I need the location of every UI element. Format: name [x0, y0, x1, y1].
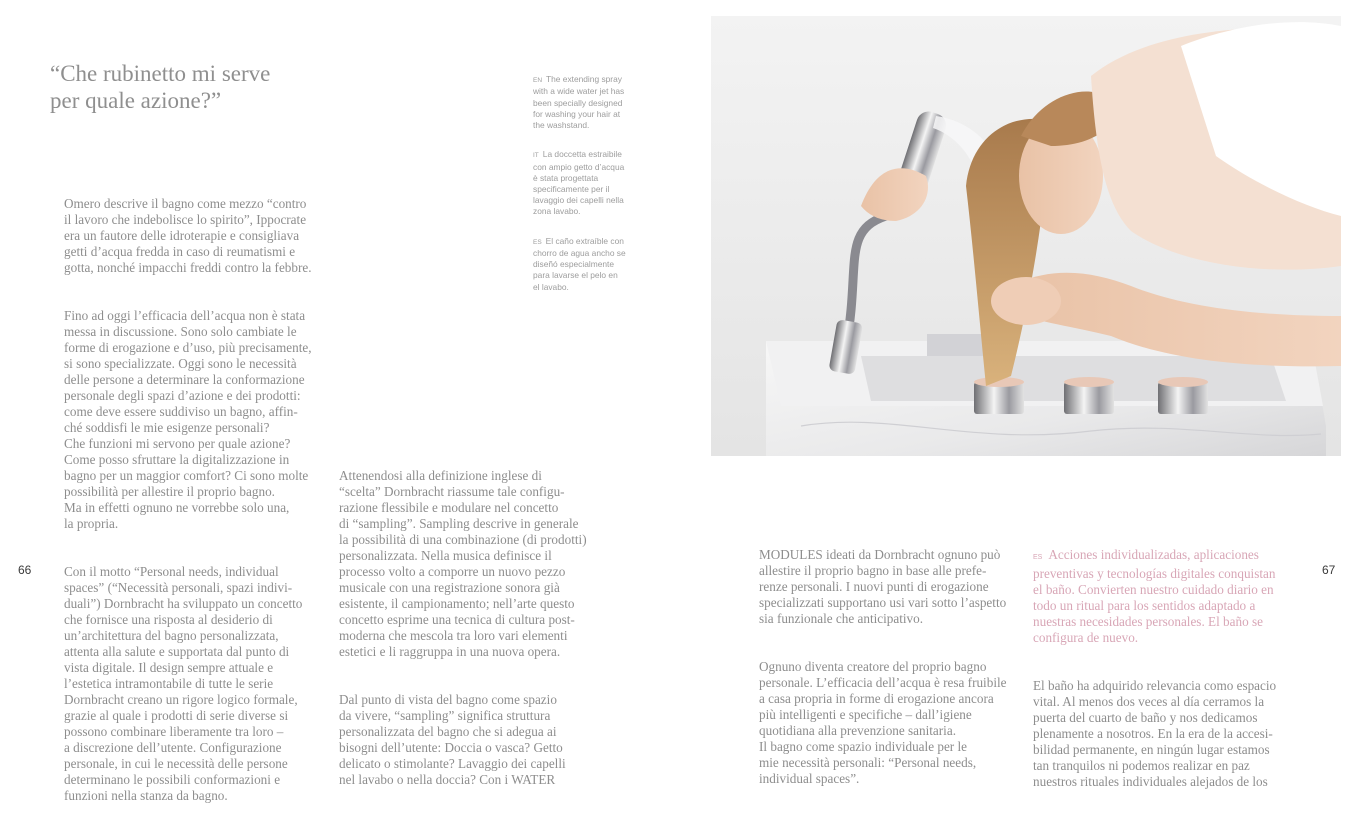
- spanish-intro-text: Acciones individualizadas, aplicaciones preventivas y tecnologías digitales conquistan el baño. Convierten nuestro cuidado diario en todo un ritual para los sentidos adaptado a nuestras necesidades personales. El baño se configura de nuevo.: [1033, 547, 1276, 645]
- bathroom-photo: [711, 16, 1341, 456]
- paragraph: Omero descrive il bagno come mezzo “contro il lavoro che indebolisce lo spirito”, Ippocrate era un fautore delle idroterapie e consigliava getti d’acqua fredda in caso di reumatismi e gotta, nonché impacchi freddi contro la febbre.: [64, 196, 312, 275]
- paragraph: Ognuno diventa creatore del proprio bagno personale. L’efficacia dell’acqua è resa fruibile a casa propria in forme di erogazione ancora più intelligenti e specifiche – dall’igiene quotidiana alla prevenzione sanitaria. Il bagno come spazio individuale per le mie necessità personali: “Personal needs, individual spaces”.: [759, 659, 1007, 786]
- caption-en: [533, 74, 643, 131]
- caption-text-it: La doccetta estraibile con ampio getto d’acqua è stata progettata specificamente per il lavaggio dei capelli nella zona lavabo.: [533, 149, 625, 217]
- caption-text-en: The extending spray with a wide water jet has been specially designed for washing your hair at the washstand.: [533, 74, 625, 131]
- tap-knob: [974, 377, 1024, 414]
- left-column-2: [339, 452, 614, 820]
- paragraph: El baño ha adquirido relevancia como espacio vital. Al menos dos veces al día cerramos la puerta del cuarto de baño y nos dedicamos plenamente a nosotros. En la era de la accesi- bilidad permanente, en ningún lugar estamos tan tranquilos ni podemos realizar en paz nuestros rituales individuales alejados de los: [1033, 678, 1277, 789]
- paragraph: Dal punto di vista del bagno come spazio da vivere, “sampling” significa struttura personalizzata del bagno che si adegua ai bisogni dell’utente: Doccia o vasca? Getto delicato o stimolante? Lavaggio dei capelli nel lavabo o nella doccia? Con i WATER: [339, 692, 566, 787]
- caption-es: [533, 236, 643, 293]
- paragraph: Attenendosi alla definizione inglese di “scelta” Dornbracht riassume tale configu- razione flessibile e modulare nel concetto di “sampling”. Sampling descrive in generale la possibilità di una combinazione (di prodotti) personalizzata. Nella musica definisce il processo volto a comporre un nuovo pezzo musicale con una registrazione sonora già esistente, il campionamento; nell’arte questo concetto esprime una tecnica di cultura post- moderna che mescola tra loro vari elementi estetici e li raggruppa in una nuova opera.: [339, 468, 587, 659]
- page-number-left: 66: [18, 563, 32, 577]
- caption-it: [533, 149, 643, 217]
- image-caption: [533, 63, 643, 311]
- caption-lang-it: IT: [533, 152, 539, 160]
- page-number-right: 67: [1322, 563, 1336, 577]
- language-tag-es: ES: [1033, 554, 1043, 561]
- caption-lang-es: ES: [533, 238, 542, 246]
- left-column-1: [64, 180, 339, 836]
- right-column-2: [1033, 531, 1318, 822]
- page-title: “Che rubinetto mi serve per quale azione?”: [50, 61, 271, 113]
- caption-lang-en: EN: [533, 77, 543, 85]
- paragraph: MODULES ideati da Dornbracht ognuno può allestire il proprio bagno in base alle prefe- renze personali. I nuovi punti di erogazione specializzati supportano usi vari sotto l’aspetto sia funzionale che anticipativo.: [759, 547, 1007, 626]
- caption-text-es: El caño extraíble con chorro de agua ancho se diseñó especialmente para lavarse el pelo en el lavabo.: [533, 235, 626, 292]
- paragraph: Con il motto “Personal needs, individual spaces” (“Necessità personali, spazi indivi- duali”) Dornbracht ha sviluppato un concetto che fornisce una risposta al desiderio di un’architettura del bagno personalizzata, attenta alla salute e supportata dal punto di vista digitale. Il design sempre attuale e l’estetica intramontabile di tutte le serie Dornbracht creano un rigore logico formale, grazie al quale i prodotti di serie diverse si possono combinare liberamente tra loro – a discrezione dell’utente. Configurazione personale, in cui le necessità delle persone determinano le possibili conformazioni e funzioni nella stanza da bagno.: [64, 564, 303, 803]
- spanish-intro: [1033, 547, 1318, 646]
- right-column-1: [759, 531, 1034, 819]
- paragraph: Fino ad oggi l’efficacia dell’acqua non è stata messa in discussione. Sono solo cambiate le forme di erogazione e d’uso, più precisamente, si sono specializzate. Oggi sono le necessità delle persone a determinare la conformazione personale degli spazi d’azione e dei prodotti: come deve essere suddiviso un bagno, affin- ché soddisfi le mie esigenze personali? Che funzioni mi servono per quale azione? Come posso sfruttare la digitalizzazione in bagno per un maggior comfort? Ci sono molte possibilità per allestire il proprio bagno. Ma in effetti ognuno ne vorrebbe solo una, la propria.: [64, 308, 312, 531]
- woman-washing-hair-illustration: [711, 16, 1341, 456]
